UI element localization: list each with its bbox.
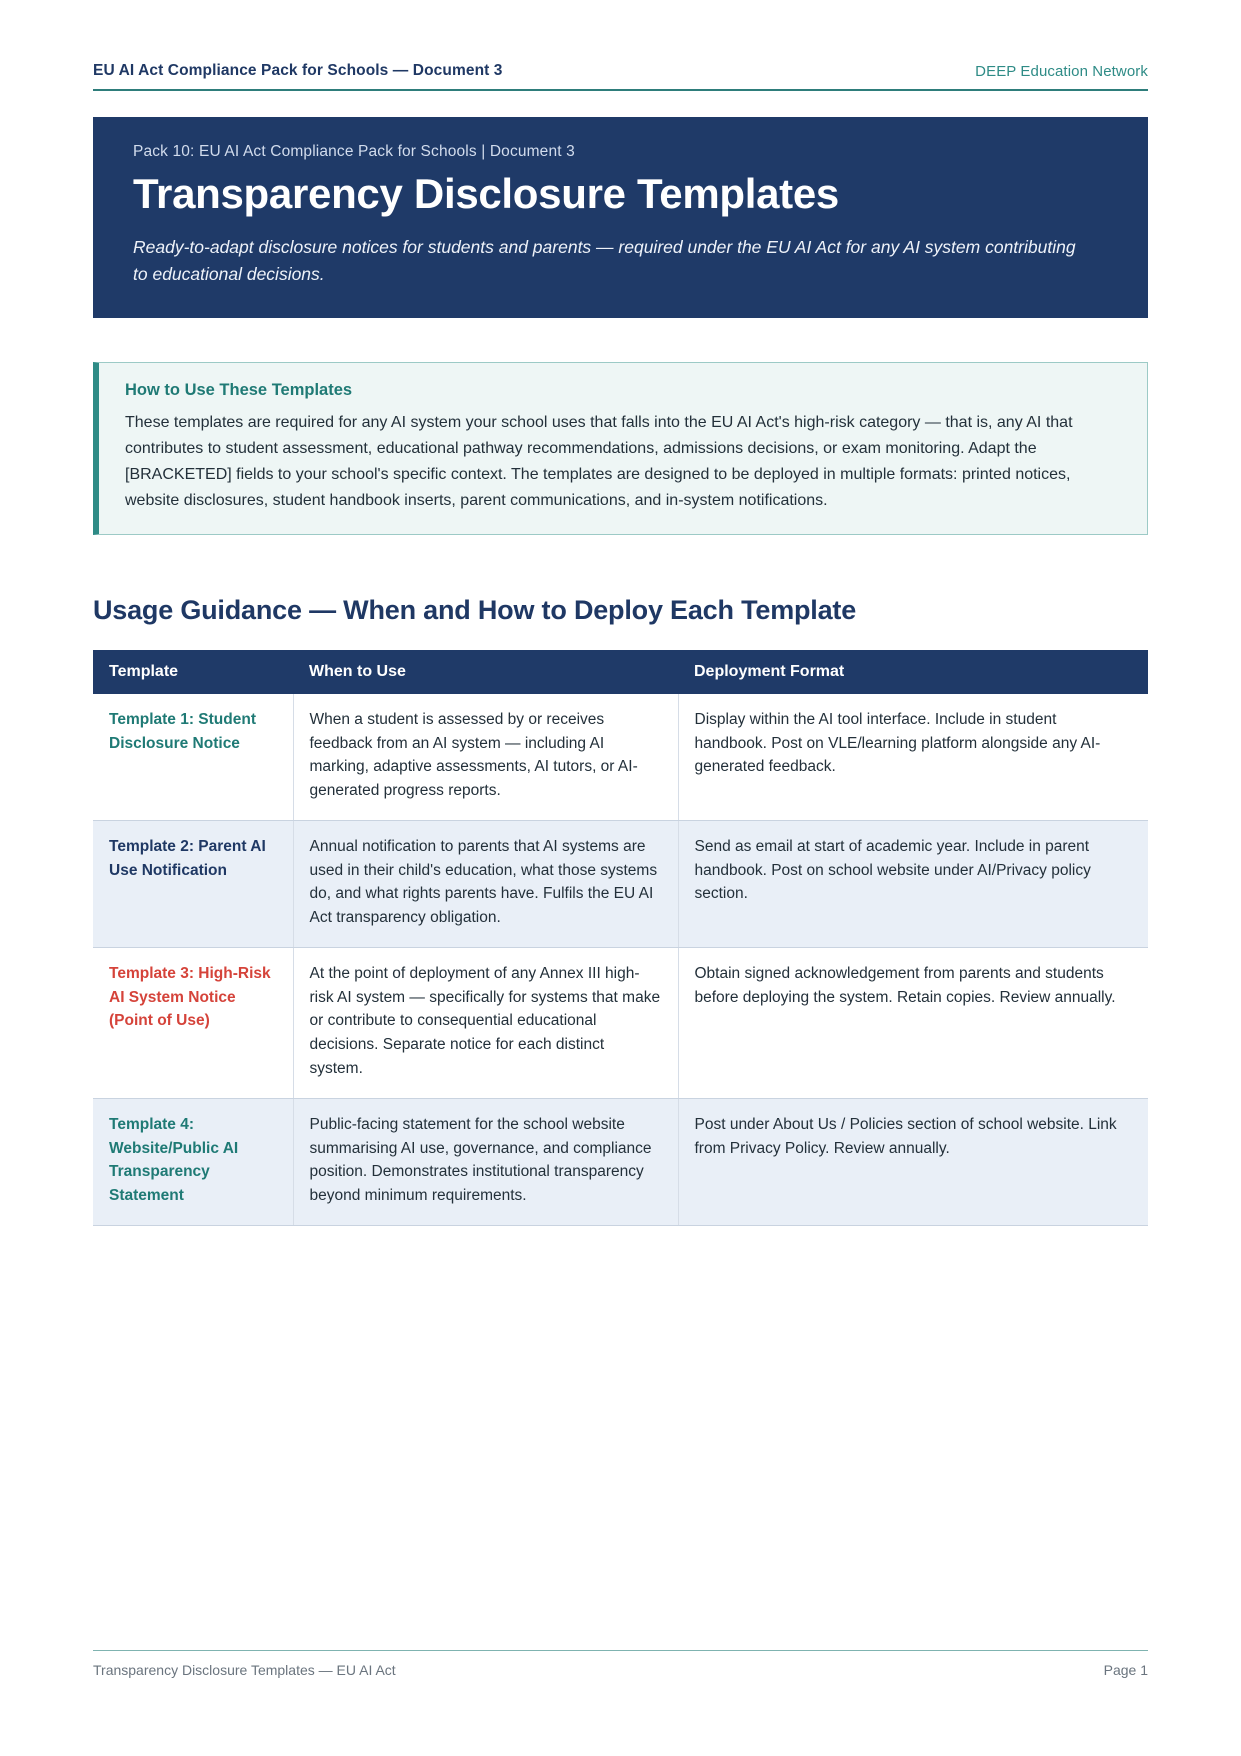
document-footer <box>93 1650 1148 1678</box>
column-header-when-to-use: When to Use <box>293 650 678 694</box>
cell-deployment-format: Post under About Us / Policies section of school website. Link from Privacy Policy. Review annually. <box>678 1099 1148 1226</box>
cell-when-to-use: Public-facing statement for the school website summarising AI use, governance, and compliance position. Demonstrates institutional transparency beyond minimum requirements. <box>293 1099 678 1226</box>
cell-template-name <box>93 821 293 948</box>
cell-template-name <box>93 948 293 1099</box>
table-row <box>93 694 1148 821</box>
cell-when-to-use: Annual notification to parents that AI systems are used in their child's education, what those systems do, and what rights parents have. Fulfils the EU AI Act transparency obligation. <box>293 821 678 948</box>
table-row <box>93 948 1148 1099</box>
page-title: Transparency Disclosure Templates <box>133 170 839 217</box>
cell-when-to-use: At the point of deployment of any Annex III high-risk AI system — specifically for systems that make or contribute to consequential educational decisions. Separate notice for each distinct system. <box>293 948 678 1099</box>
cell-template-name <box>93 1099 293 1226</box>
section-heading-usage-guidance: Usage Guidance — When and How to Deploy Each Template <box>93 595 857 625</box>
header-organization: DEEP Education Network <box>975 63 1148 80</box>
title-banner <box>93 117 1148 318</box>
document-running-header <box>93 62 1148 91</box>
template-name-3: Template 3: High-Risk AI System Notice (Point of Use) <box>109 965 271 1030</box>
template-name-1: Template 1: Student Disclosure Notice <box>109 711 256 752</box>
cell-when-to-use: When a student is assessed by or receives feedback from an AI system — including AI marking, adaptive assessments, AI tutors, or AI-generated progress reports. <box>293 694 678 821</box>
column-header-deployment-format: Deployment Format <box>678 650 1148 694</box>
callout-body: These templates are required for any AI system your school uses that falls into the EU AI Act's high-risk category — that is, any AI that contributes to student assessment, educational pathway recommendations, admissions decisions, or exam monitoring. Adapt the [BRACKETED] fields to your school's specific context. The templates are designed to be deployed in multiple formats: printed notices, website disclosures, student handbook inserts, parent communications, and in-system notifications. <box>125 414 1073 509</box>
cell-deployment-format: Display within the AI tool interface. Include in student handbook. Post on VLE/learning platform alongside any AI-generated feedback. <box>678 694 1148 821</box>
cell-deployment-format: Obtain signed acknowledgement from parents and students before deploying the system. Retain copies. Review annually. <box>678 948 1148 1099</box>
header-document-title: EU AI Act Compliance Pack for Schools — Document 3 <box>93 62 503 79</box>
cell-deployment-format: Send as email at start of academic year. Include in parent handbook. Post on school website under AI/Privacy policy section. <box>678 821 1148 948</box>
banner-subtitle: Ready-to-adapt disclosure notices for students and parents — required under the EU AI Act for any AI system contributing to educational decisions. <box>133 237 1076 284</box>
footer-page-number: Page 1 <box>1103 1662 1148 1678</box>
cell-template-name <box>93 694 293 821</box>
usage-guidance-table <box>93 650 1148 1226</box>
how-to-use-callout <box>93 362 1148 535</box>
banner-eyebrow: Pack 10: EU AI Act Compliance Pack for Schools | Document 3 <box>133 143 575 160</box>
table-header-row <box>93 650 1148 694</box>
footer-document-title: Transparency Disclosure Templates — EU AI Act <box>93 1662 396 1678</box>
template-name-2: Template 2: Parent AI Use Notification <box>109 838 266 879</box>
callout-title: How to Use These Templates <box>125 381 353 399</box>
column-header-template: Template <box>93 650 293 694</box>
table-row <box>93 821 1148 948</box>
table-row <box>93 1099 1148 1226</box>
template-name-4: Template 4: Website/Public AI Transparency Statement <box>109 1116 239 1204</box>
